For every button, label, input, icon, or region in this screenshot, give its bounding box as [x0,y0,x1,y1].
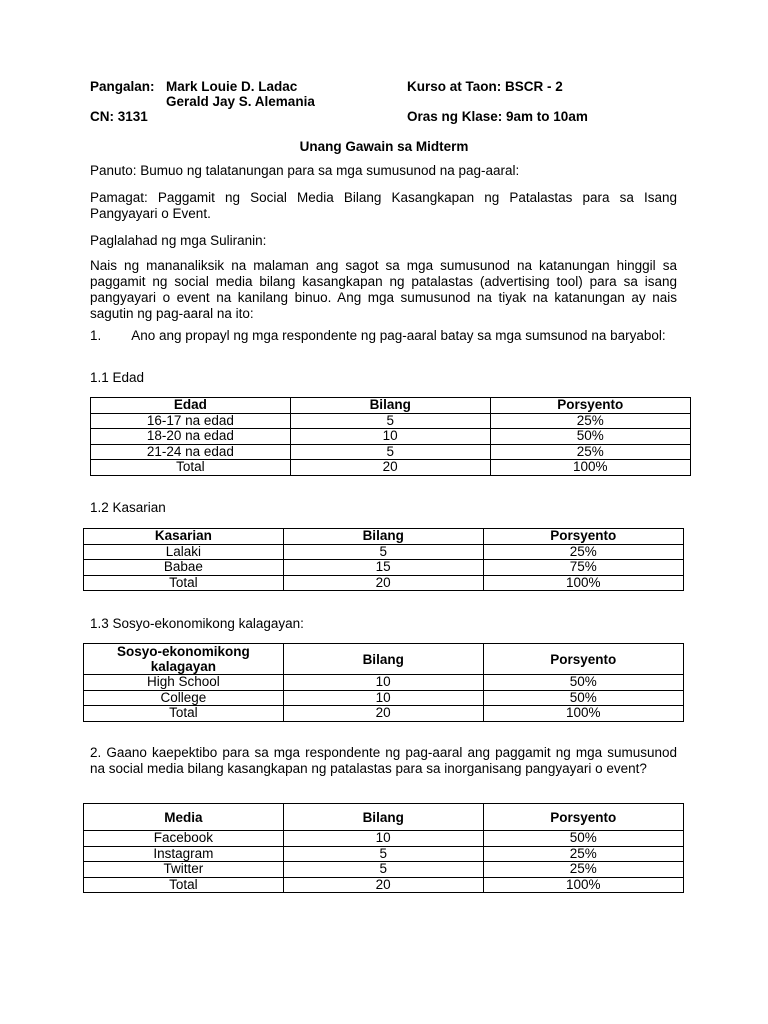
table-row [84,575,684,591]
table-row [84,675,684,691]
panuto: Panuto: Bumuo ng talatanungan para sa mga sumusunod na pag-aaral: [90,163,520,178]
question-1 [90,328,677,344]
table-cell: 10 [290,429,490,445]
table-cell: 25% [490,444,690,460]
table-cell: Total [91,460,291,476]
media-header-media: Media [84,804,284,831]
kasarian-header-porsyento: Porsyento [483,529,683,545]
table-row [84,690,684,706]
table-cell: Total [84,575,284,591]
table-cell: 10 [283,690,483,706]
table-cell: 5 [290,444,490,460]
media-header-porsyento: Porsyento [483,804,683,831]
table-cell: 25% [483,862,683,878]
table-cell: Lalaki [84,544,284,560]
media-header-row [84,804,684,831]
table-cell: 100% [483,575,683,591]
sosyo-header-sosyo-ekonomikong: Sosyo-ekonomikong kalagayan [84,644,284,675]
table-cell: Twitter [84,862,284,878]
table-cell: 50% [490,429,690,445]
table-cell: Babae [84,560,284,576]
sosyo-header-bilang: Bilang [283,644,483,675]
table-cell: 100% [483,706,683,722]
table-row [84,831,684,847]
sosyo-header-row [84,644,684,675]
question-1-number: 1. [90,328,102,343]
kasarian-table [83,528,684,591]
document-title: Unang Gawain sa Midterm [299,139,469,154]
table-cell: Instagram [84,846,284,862]
table-cell: 5 [290,413,490,429]
table-row [91,429,691,445]
table-row [84,846,684,862]
table-cell: 10 [283,831,483,847]
table-cell: 20 [283,706,483,722]
edad-header-bilang: Bilang [290,398,490,414]
paglalahad: Paglalahad ng mga Suliranin: [90,233,267,248]
pamagat: Pamagat: Paggamit ng Social Media Bilang Kasangkapan ng Patalastas para sa Isang Pangyayari o Event. [90,190,677,221]
intro-paragraph: Nais ng mananaliksik na malaman ang sagot sa mga sumusunod na katanungan hinggil sa paggamit ng social media bilang kasangkapan ng patalastas (advertising tool) para sa isang pangyayari o event na kanilang binuo. Ang mga sumusunod na tiyak na katanungan ay nais sagutin ng pag-aaral na ito: [90,258,677,321]
table-row [84,544,684,560]
student-name-2: Gerald Jay S. Alemania [166,94,315,109]
table-row [91,413,691,429]
table-row [84,706,684,722]
kasarian-header-row [84,529,684,545]
table-row [91,460,691,476]
table-cell: 75% [483,560,683,576]
table-cell: 10 [283,675,483,691]
table-cell: Total [84,877,284,893]
table-cell: 16-17 na edad [91,413,291,429]
edad-header-edad: Edad [91,398,291,414]
table-cell: 5 [283,544,483,560]
student-name-1: Mark Louie D. Ladac [166,79,298,94]
kasarian-header-kasarian: Kasarian [84,529,284,545]
section-1-3: 1.3 Sosyo-ekonomikong kalagayan: [90,616,304,631]
question-2: 2. Gaano kaepektibo para sa mga respondente ng pag-aaral ang paggamit ng mga sumusunod na social media bilang kasangkapan ng patalastas para sa inorganisang pangyayari o event? [90,745,677,776]
table-row [91,444,691,460]
table-row [84,862,684,878]
table-cell: 25% [490,413,690,429]
table-cell: High School [84,675,284,691]
table-cell: 50% [483,690,683,706]
table-cell: 20 [290,460,490,476]
cn-number: CN: 3131 [90,109,148,124]
table-cell: 5 [283,862,483,878]
table-cell: 20 [283,877,483,893]
oras-klase: Oras ng Klase: 9am to 10am [407,109,588,124]
kasarian-header-bilang: Bilang [283,529,483,545]
table-cell: 15 [283,560,483,576]
sosyo-header-porsyento: Porsyento [483,644,683,675]
table-cell: 50% [483,675,683,691]
media-header-bilang: Bilang [283,804,483,831]
table-cell: 100% [490,460,690,476]
table-cell: 5 [283,846,483,862]
table-cell: 50% [483,831,683,847]
question-1-text: Ano ang propayl ng mga respondente ng pag-aaral batay sa mga sumsunod na baryabol: [131,328,666,343]
section-1-1: 1.1 Edad [90,370,145,385]
pangalan-label: Pangalan: [90,79,155,94]
table-cell: 100% [483,877,683,893]
table-cell: 25% [483,846,683,862]
table-cell: 20 [283,575,483,591]
table-row [84,877,684,893]
edad-header-porsyento: Porsyento [490,398,690,414]
edad-header-row [91,398,691,414]
table-cell: 21-24 na edad [91,444,291,460]
table-cell: 18-20 na edad [91,429,291,445]
section-1-2: 1.2 Kasarian [90,500,166,515]
kurso-taon: Kurso at Taon: BSCR - 2 [407,79,563,94]
table-cell: Total [84,706,284,722]
media-table [83,803,684,893]
sosyo-table [83,643,684,722]
table-cell: 25% [483,544,683,560]
table-cell: Facebook [84,831,284,847]
edad-table [90,397,691,476]
table-cell: College [84,690,284,706]
table-row [84,560,684,576]
